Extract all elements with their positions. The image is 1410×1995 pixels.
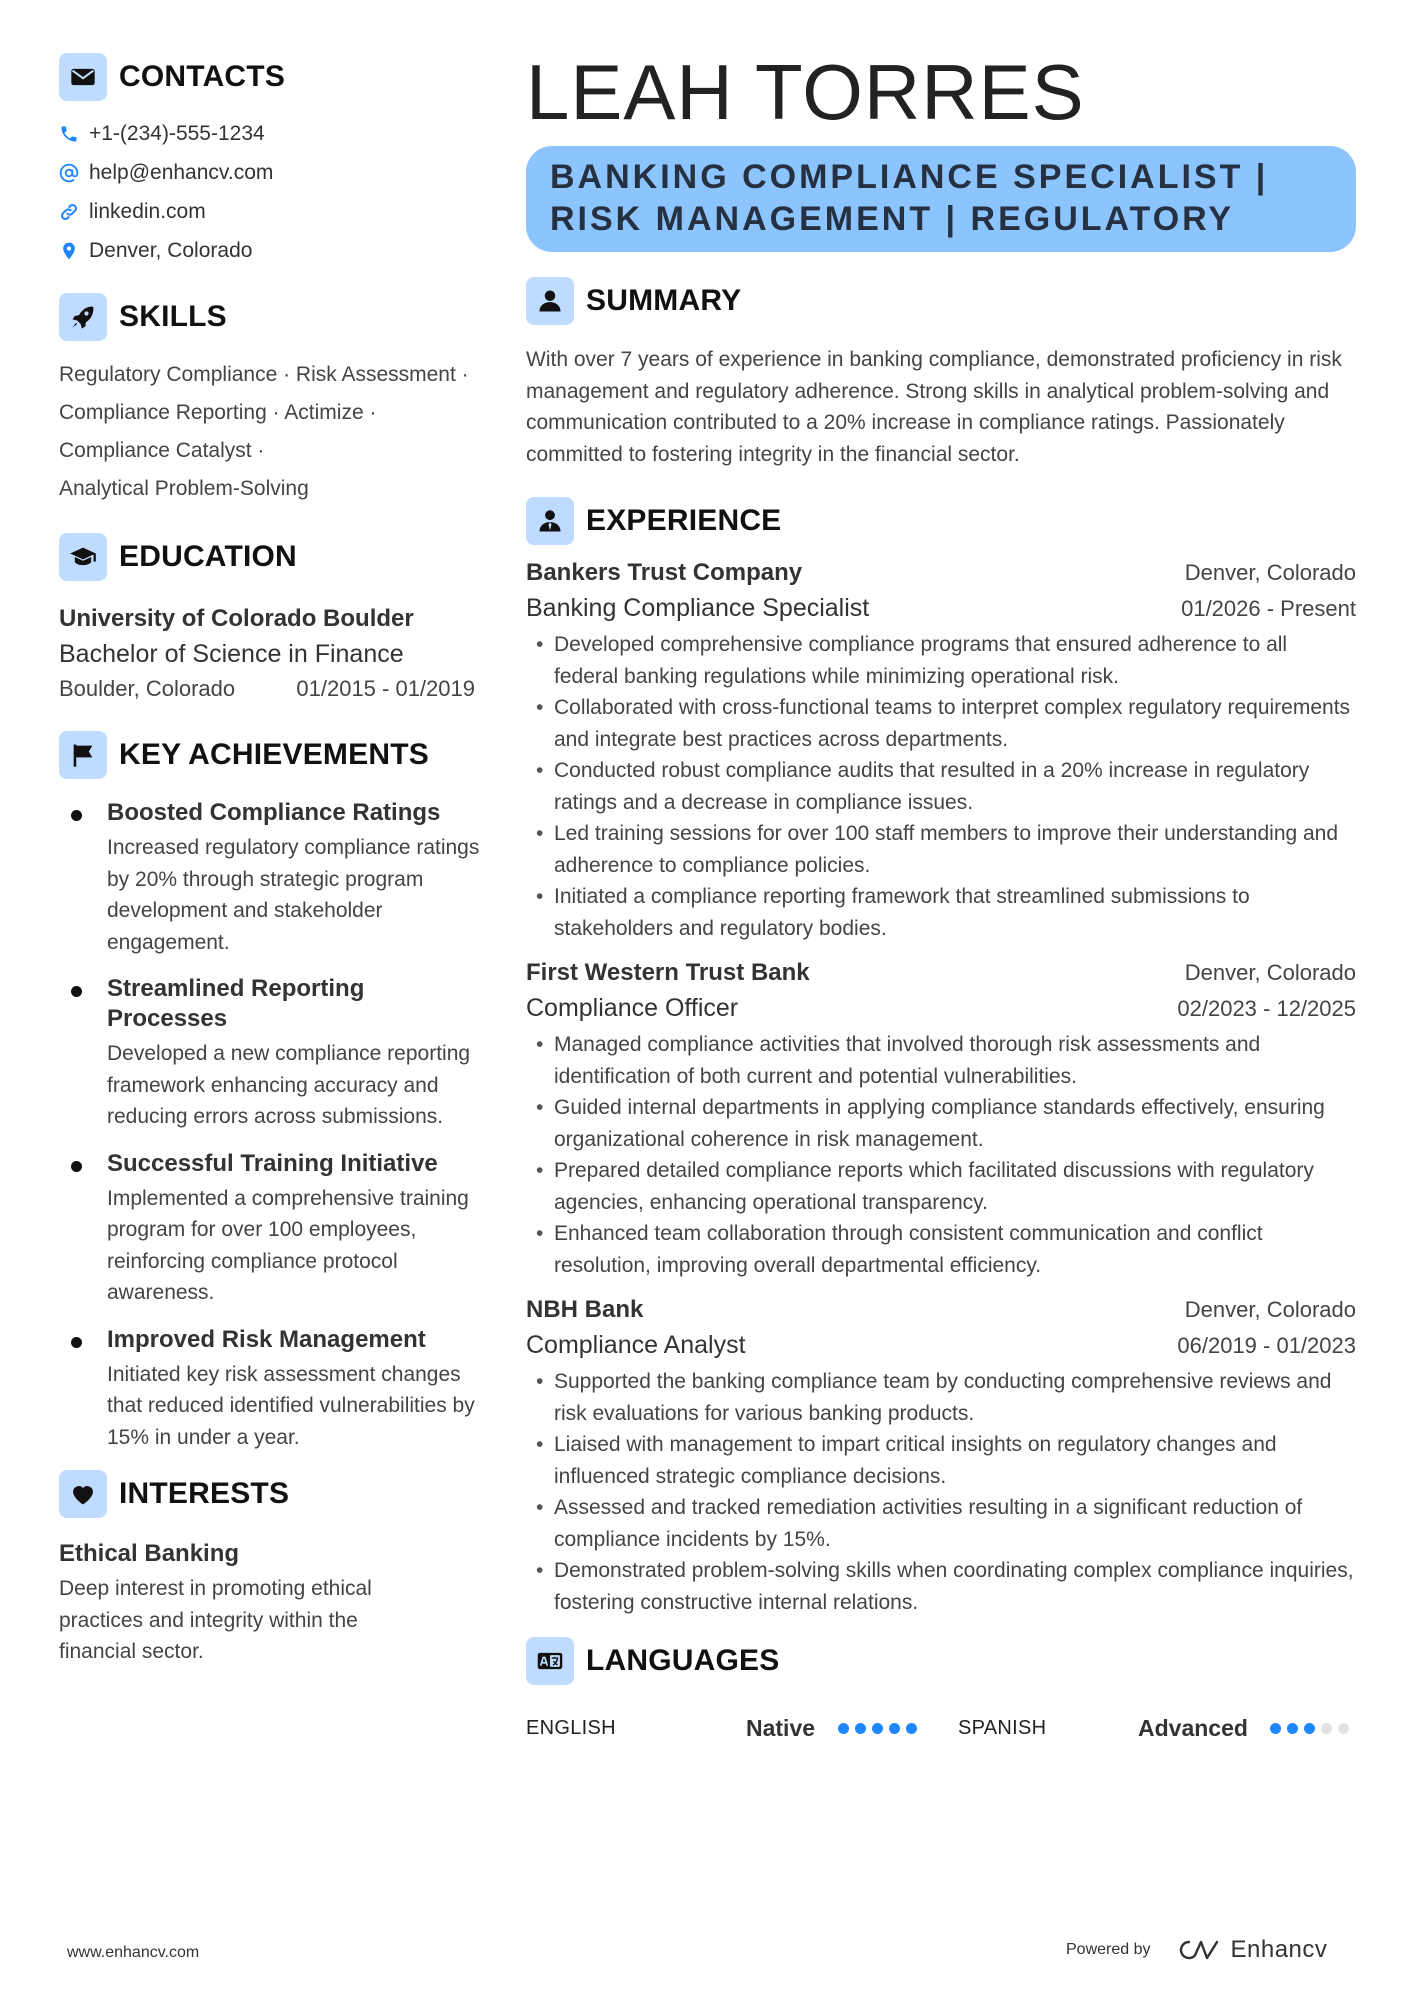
language-level: Native — [746, 1714, 816, 1741]
interest-desc: Deep interest in promoting ethical practices and integrity within the financial sector. — [59, 1577, 372, 1663]
heart-icon — [59, 1470, 107, 1518]
achievements-heading: KEY ACHIEVEMENTS — [119, 738, 429, 771]
phone-text: +1-(234)-555-1234 — [89, 121, 265, 145]
graduation-cap-icon — [59, 533, 107, 581]
contact-linkedin[interactable] — [59, 192, 489, 231]
achievements-header — [59, 730, 489, 780]
job-bullet: • Guided internal departments in applying compliance standards effectively, ensuring organizational coherence in risk management. — [526, 1092, 1356, 1155]
job-bullet: • Liaised with management to impart critical insights on regulatory changes and influenced strategic compliance decisions. — [526, 1429, 1356, 1492]
job-dates: 02/2023 - 12/2025 — [1177, 996, 1356, 1021]
job-company: First Western Trust Bank — [526, 959, 810, 986]
interest-title: Ethical Banking — [59, 1540, 240, 1567]
enhancv-logo-icon — [1177, 1938, 1223, 1962]
achievement-desc: Implemented a comprehensive training program for over 100 employees, reinforcing compliance protocol awareness. — [107, 1186, 469, 1304]
achievement-title: Streamlined Reporting Processes — [107, 975, 365, 1032]
headline-line: BANKING COMPLIANCE SPECIALIST | — [550, 158, 1269, 196]
skills-line: Compliance Reporting · Actimize · — [59, 401, 377, 424]
footer-brand[interactable] — [1066, 1936, 1327, 1964]
bullet-dot — [71, 986, 82, 997]
bullet-dot — [71, 1161, 82, 1172]
bullet-dot — [71, 1337, 82, 1348]
job-role: Compliance Officer — [526, 994, 739, 1022]
job-location: Denver, Colorado — [1184, 960, 1356, 985]
footer-website[interactable]: www.enhancv.com — [67, 1944, 200, 1961]
proficiency-dot-filled — [889, 1723, 900, 1734]
achievement-item — [59, 974, 489, 1133]
job-company: NBH Bank — [526, 1296, 644, 1323]
map-pin-icon — [59, 241, 79, 261]
headline-box — [526, 146, 1356, 252]
contacts-heading: CONTACTS — [119, 60, 286, 93]
contact-email[interactable] — [59, 153, 489, 192]
language-dots — [838, 1723, 958, 1734]
achievement-desc: Increased regulatory compliance ratings by 20% through strategic program development and stakeholder engagement. — [107, 836, 480, 954]
job-bullet: • Initiated a compliance reporting framework that streamlined submissions to stakeholders and regulatory bodies. — [526, 881, 1356, 944]
education-degree: Bachelor of Science in Finance — [59, 640, 404, 668]
phone-icon — [59, 124, 79, 144]
achievement-title: Successful Training Initiative — [107, 1149, 438, 1177]
email-text: help@enhancv.com — [89, 160, 274, 184]
summary-heading: SUMMARY — [586, 284, 742, 317]
language-name: ENGLISH — [526, 1716, 616, 1739]
experience-heading: EXPERIENCE — [586, 504, 782, 537]
languages-header — [526, 1636, 1356, 1686]
job-entry — [526, 956, 1356, 1281]
education-location: Boulder, Colorado — [59, 676, 236, 701]
job-dates: 06/2019 - 01/2023 — [1177, 1333, 1356, 1358]
main-column — [526, 48, 1356, 1748]
job-location: Denver, Colorado — [1184, 1297, 1356, 1322]
education-meta — [59, 672, 475, 706]
skills-header — [59, 292, 489, 342]
headline-line: RISK MANAGEMENT | REGULATORY — [550, 200, 1235, 238]
summary-text: With over 7 years of experience in banking compliance, demonstrated proficiency in risk management and regulatory adherence. Strong skills in analytical problem-solving and communication contributed to a 20% increase in compliance ratings. Passionately committed to fostering integrity in the financial sector. — [526, 348, 1342, 466]
interests-heading: INTERESTS — [119, 1477, 290, 1510]
achievement-desc: Initiated key risk assessment changes that reduced identified vulnerabilities by 15% in under a year. — [107, 1362, 475, 1449]
flag-icon — [59, 731, 107, 779]
at-sign-icon — [59, 163, 79, 183]
experience-section — [526, 496, 1356, 1618]
skills-line: Regulatory Compliance · Risk Assessment · — [59, 363, 469, 386]
job-dates: 01/2026 - Present — [1181, 596, 1356, 621]
experience-header — [526, 496, 1356, 546]
achievement-item — [59, 798, 489, 958]
envelope-icon — [59, 53, 107, 101]
skills-list — [59, 356, 489, 508]
job-bullet: • Developed comprehensive compliance programs that ensured adherence to all federal banking regulations while minimizing operational risk. — [526, 629, 1356, 692]
interests-header — [59, 1469, 489, 1519]
contacts-section — [59, 52, 489, 270]
skills-section — [59, 292, 489, 508]
languages-section — [526, 1636, 1356, 1748]
proficiency-dot-filled — [1304, 1723, 1315, 1734]
education-heading: EDUCATION — [119, 540, 297, 573]
language-name: SPANISH — [958, 1716, 1047, 1739]
brand-name: Enhancv — [1230, 1936, 1328, 1963]
skills-heading: SKILLS — [119, 300, 227, 333]
interests-section — [59, 1469, 489, 1668]
proficiency-dot-filled — [838, 1723, 849, 1734]
job-bullet: • Assessed and tracked remediation activities resulting in a significant reduction of compliance incidents by 15%. — [526, 1492, 1356, 1555]
job-entry — [526, 1293, 1356, 1618]
job-bullet: • Enhanced team collaboration through consistent communication and conflict resolution, improving overall departmental efficiency. — [526, 1218, 1356, 1281]
rocket-icon — [59, 293, 107, 341]
user-icon — [526, 277, 574, 325]
proficiency-dot-empty — [1321, 1723, 1332, 1734]
location-text: Denver, Colorado — [89, 238, 253, 262]
education-school: University of Colorado Boulder — [59, 605, 414, 632]
languages-heading: LANGUAGES — [586, 1644, 780, 1677]
candidate-name: LEAH TORRES — [526, 48, 1085, 136]
achievement-title: Improved Risk Management — [107, 1325, 426, 1353]
job-bullet: • Demonstrated problem-solving skills when coordinating complex compliance inquiries, fostering constructive internal relations. — [526, 1555, 1356, 1618]
link-icon — [59, 202, 79, 222]
proficiency-dot-filled — [872, 1723, 883, 1734]
achievement-item — [59, 1149, 489, 1309]
achievement-title: Boosted Compliance Ratings — [107, 799, 441, 826]
proficiency-dot-filled — [1270, 1723, 1281, 1734]
job-bullet: • Prepared detailed compliance reports which facilitated discussions with regulatory agencies, enhancing operational transparency. — [526, 1155, 1356, 1218]
contact-location — [59, 231, 489, 270]
language-level: Advanced — [1138, 1714, 1248, 1741]
skills-line: Compliance Catalyst · — [59, 439, 265, 462]
education-dates: 01/2015 - 01/2019 — [296, 676, 475, 701]
education-header — [59, 532, 489, 582]
job-bullet: • Supported the banking compliance team by conducting comprehensive reviews and risk evaluations for various banking products. — [526, 1366, 1356, 1429]
job-company: Bankers Trust Company — [526, 559, 803, 586]
summary-section — [526, 276, 1356, 470]
contact-phone[interactable] — [59, 114, 489, 153]
job-bullet: • Collaborated with cross-functional teams to interpret complex regulatory requirements and integrate best practices across departments. — [526, 692, 1356, 755]
job-bullet: • Managed compliance activities that involved thorough risk assessments and identification of both current and potential vulnerabilities. — [526, 1029, 1356, 1092]
bullet-dot — [71, 810, 82, 821]
job-entry — [526, 556, 1356, 944]
briefcase-user-icon — [526, 497, 574, 545]
proficiency-dot-filled — [855, 1723, 866, 1734]
sidebar — [59, 52, 489, 1668]
proficiency-dot-empty — [1338, 1723, 1349, 1734]
contacts-header — [59, 52, 489, 102]
linkedin-text: linkedin.com — [89, 199, 206, 223]
powered-by-label: Powered by — [1066, 1941, 1151, 1958]
proficiency-dot-filled — [1287, 1723, 1298, 1734]
languages-row — [526, 1708, 1356, 1748]
job-role: Banking Compliance Specialist — [526, 594, 870, 622]
summary-header — [526, 276, 1356, 326]
language-dots — [1270, 1723, 1355, 1734]
achievement-desc: Developed a new compliance reporting framework enhancing accuracy and reducing errors across submissions. — [107, 1042, 471, 1128]
job-location: Denver, Colorado — [1184, 560, 1356, 585]
job-role: Compliance Analyst — [526, 1331, 746, 1359]
translate-icon — [526, 1637, 574, 1685]
achievements-section — [59, 730, 489, 1453]
skills-line: Analytical Problem-Solving — [59, 477, 309, 500]
job-bullet: • Led training sessions for over 100 staff members to improve their understanding and adherence to compliance policies. — [526, 818, 1356, 881]
proficiency-dot-filled — [906, 1723, 917, 1734]
achievement-item — [59, 1325, 489, 1454]
education-section — [59, 532, 489, 706]
job-bullet: • Conducted robust compliance audits that resulted in a 20% increase in regulatory ratings and a decrease in compliance issues. — [526, 755, 1356, 818]
